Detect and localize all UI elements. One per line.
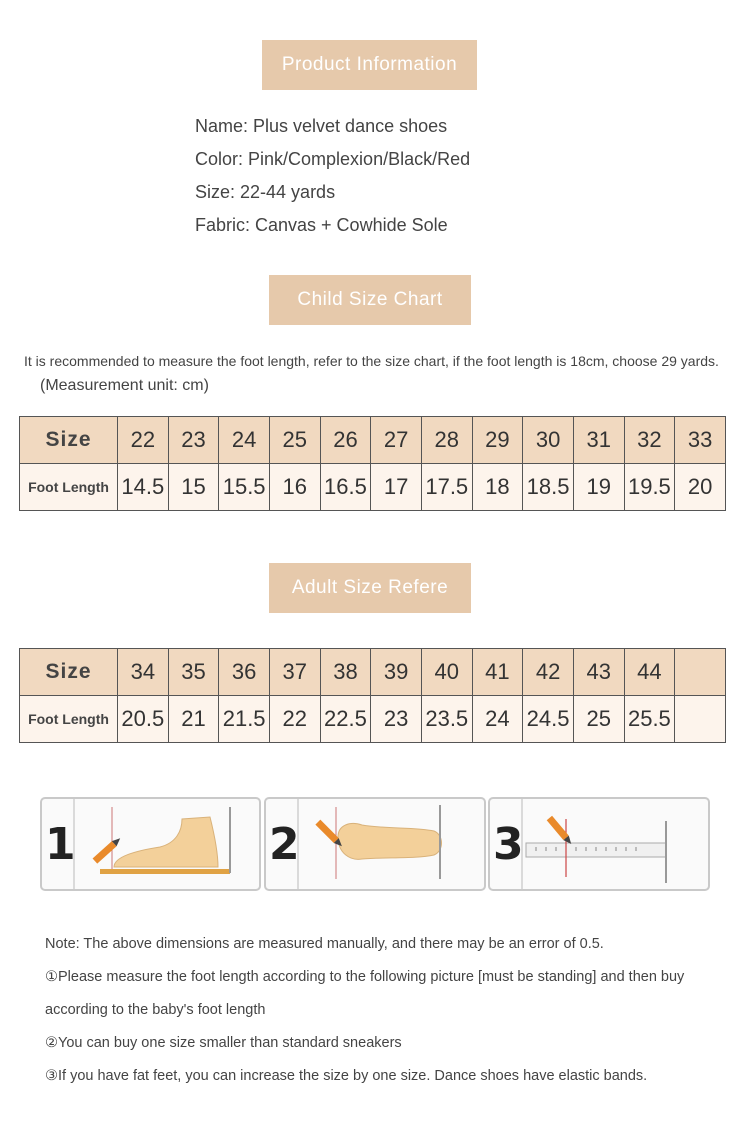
adult-size-cell: 38	[320, 649, 371, 696]
child-size-cell: 24	[219, 417, 270, 464]
foot-length-row-label: Foot Length	[20, 464, 118, 511]
adult-size-cell: 39	[371, 649, 422, 696]
adult-size-row	[20, 649, 726, 696]
child-size-cell: 29	[472, 417, 523, 464]
notes-section	[45, 928, 735, 1093]
child-foot-length-cell: 17.5	[421, 464, 472, 511]
note-line: ②You can buy one size smaller than standard sneakers	[45, 1035, 402, 1051]
adult-foot-length-cell: 23.5	[421, 696, 472, 743]
adult-foot-length-cell: 20.5	[118, 696, 169, 743]
product-name-line: Name: Plus velvet dance shoes	[195, 116, 448, 136]
child-size-cell: 32	[624, 417, 675, 464]
step-number: 3	[493, 819, 524, 870]
child-size-cell: 30	[523, 417, 574, 464]
measurement-recommendation	[24, 349, 729, 398]
adult-size-chart-heading: Adult Size Refere	[269, 563, 471, 613]
adult-size-cell-empty	[675, 649, 726, 696]
product-size-line: Size: 22-44 yards	[195, 182, 336, 202]
adult-foot-length-row	[20, 696, 726, 743]
child-foot-length-cell: 18.5	[523, 464, 574, 511]
adult-foot-length-cell: 25.5	[624, 696, 675, 743]
child-foot-length-cell: 16.5	[320, 464, 371, 511]
child-size-table	[19, 416, 726, 511]
adult-size-cell: 36	[219, 649, 270, 696]
adult-size-cell: 44	[624, 649, 675, 696]
adult-foot-length-cell: 24.5	[523, 696, 574, 743]
adult-foot-length-cell: 22	[269, 696, 320, 743]
child-foot-length-cell: 18	[472, 464, 523, 511]
note-line: ①Please measure the foot length according to the following picture [must be standing] and then buy	[45, 969, 685, 985]
child-size-chart-heading: Child Size Chart	[269, 275, 471, 325]
measure-step-1	[40, 797, 261, 891]
foot-side-measure-icon	[42, 799, 259, 889]
measure-step-2	[264, 797, 486, 891]
foot-length-row-label: Foot Length	[20, 696, 118, 743]
product-information-heading: Product Information	[262, 40, 477, 90]
child-foot-length-cell: 14.5	[118, 464, 169, 511]
child-size-cell: 25	[269, 417, 320, 464]
child-size-cell: 31	[573, 417, 624, 464]
adult-size-cell: 42	[523, 649, 574, 696]
child-size-cell: 28	[421, 417, 472, 464]
adult-size-cell: 43	[573, 649, 624, 696]
adult-foot-length-cell: 24	[472, 696, 523, 743]
product-fabric-line: Fabric: Canvas + Cowhide Sole	[195, 215, 448, 235]
note-line: according to the baby's foot length	[45, 1002, 266, 1018]
adult-foot-length-cell: 23	[371, 696, 422, 743]
child-foot-length-row	[20, 464, 726, 511]
adult-size-cell: 41	[472, 649, 523, 696]
child-foot-length-cell: 15	[168, 464, 219, 511]
step-number: 2	[269, 819, 300, 870]
child-size-cell: 33	[675, 417, 726, 464]
child-size-cell: 26	[320, 417, 371, 464]
adult-foot-length-cell: 25	[573, 696, 624, 743]
child-foot-length-cell: 16	[269, 464, 320, 511]
child-foot-length-cell: 19.5	[624, 464, 675, 511]
child-foot-length-cell: 15.5	[219, 464, 270, 511]
foot-top-measure-icon	[266, 799, 484, 889]
adult-size-cell: 34	[118, 649, 169, 696]
measurement-unit-note: (Measurement unit: cm)	[40, 377, 209, 394]
child-size-row	[20, 417, 726, 464]
child-size-cell: 22	[118, 417, 169, 464]
size-row-label: Size	[20, 417, 118, 464]
measure-step-3	[488, 797, 710, 891]
child-foot-length-cell: 20	[675, 464, 726, 511]
adult-foot-length-cell: 21.5	[219, 696, 270, 743]
ruler-measure-icon	[490, 799, 708, 889]
adult-size-cell: 40	[421, 649, 472, 696]
note-line: ③If you have fat feet, you can increase the size by one size. Dance shoes have elastic bands.	[45, 1068, 648, 1084]
child-size-cell: 23	[168, 417, 219, 464]
size-row-label: Size	[20, 649, 118, 696]
step-number: 1	[45, 819, 76, 870]
child-foot-length-cell: 17	[371, 464, 422, 511]
adult-foot-length-cell: 22.5	[320, 696, 371, 743]
product-color-line: Color: Pink/Complexion/Black/Red	[195, 149, 471, 169]
adult-size-cell: 37	[269, 649, 320, 696]
adult-size-cell: 35	[168, 649, 219, 696]
adult-foot-length-cell-empty	[675, 696, 726, 743]
adult-size-table	[19, 648, 726, 743]
note-line: Note: The above dimensions are measured manually, and there may be an error of 0.5.	[45, 936, 604, 952]
child-foot-length-cell: 19	[573, 464, 624, 511]
recommendation-text: It is recommended to measure the foot length, refer to the size chart, if the foot length is 18cm, choose 29 yards.	[24, 353, 719, 369]
product-info-list	[195, 112, 470, 244]
child-size-cell: 27	[371, 417, 422, 464]
adult-foot-length-cell: 21	[168, 696, 219, 743]
